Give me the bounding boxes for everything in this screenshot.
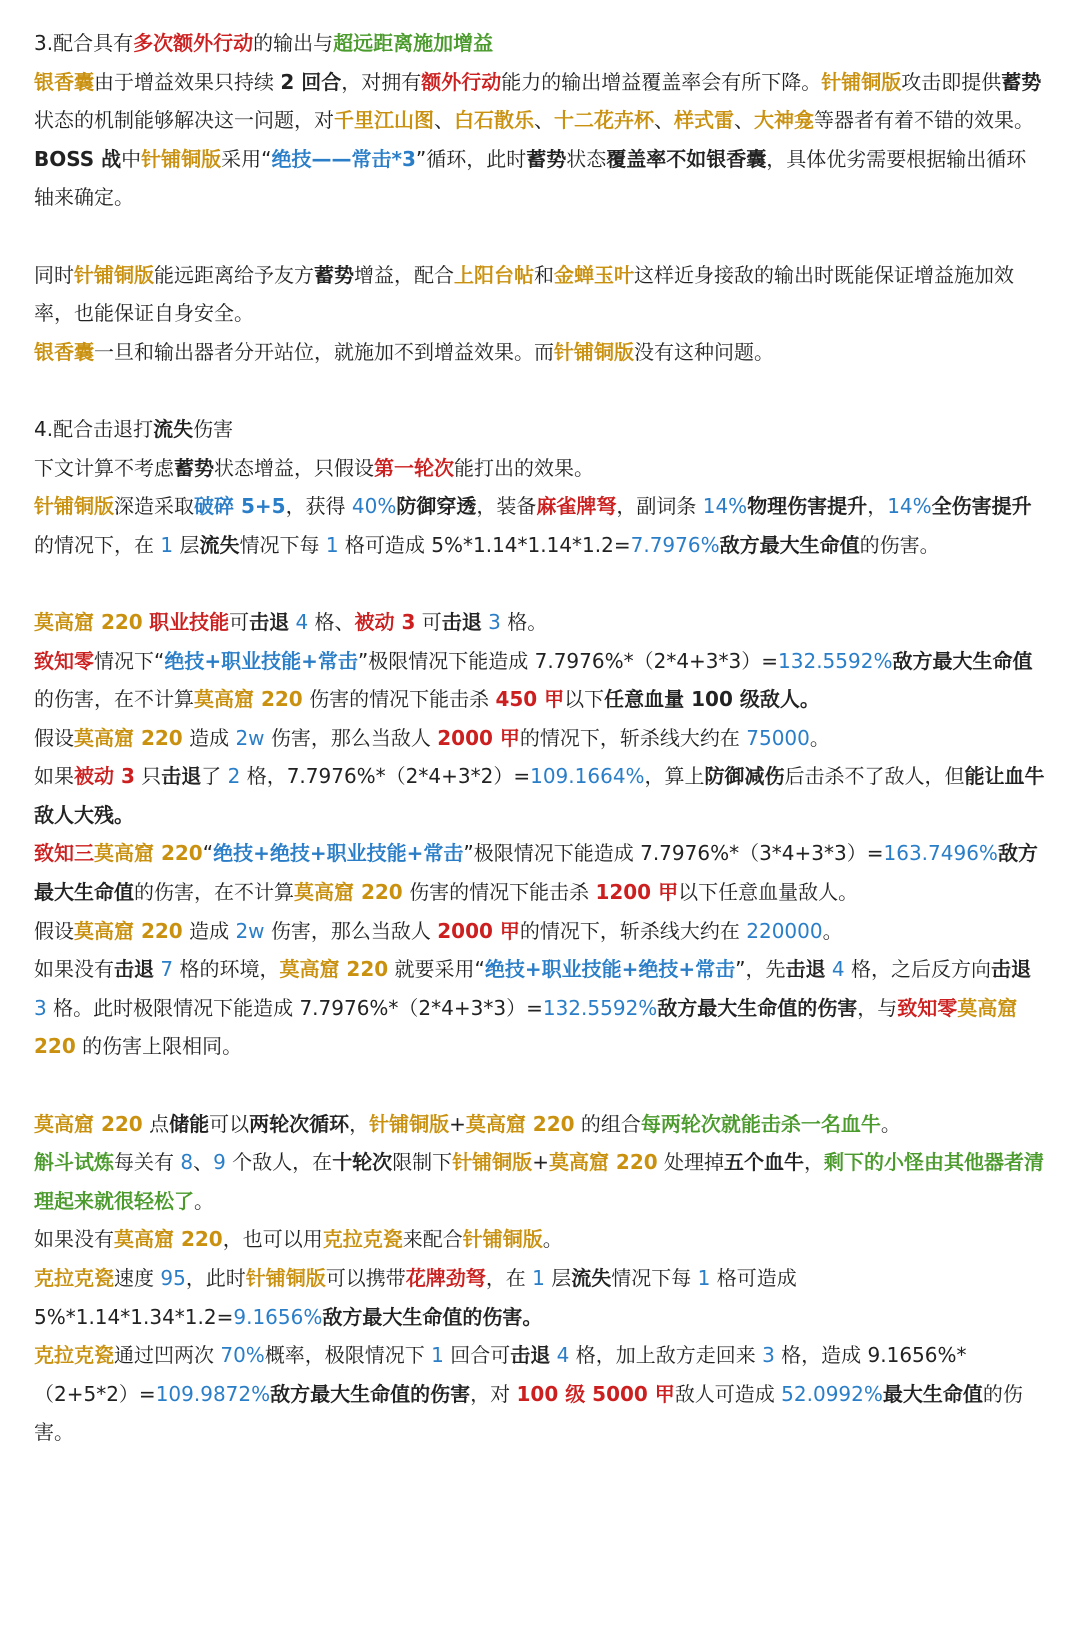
text-run: 银香囊 bbox=[34, 339, 94, 364]
text-run: 十轮次 bbox=[332, 1150, 393, 1175]
text-run: 2000 甲 bbox=[437, 918, 520, 943]
text-run: 伤害，那么当敌人 bbox=[264, 918, 438, 943]
text-run: 1 bbox=[532, 1266, 545, 1290]
text-run: 132.5592% bbox=[542, 995, 658, 1020]
text-run: 两轮次循环 bbox=[249, 1111, 350, 1136]
text-run: 4 bbox=[556, 1343, 570, 1368]
text-run: 格的环境， bbox=[173, 957, 280, 982]
text-run: 格，造成 9.1656%*（2+5*2）= bbox=[34, 1343, 967, 1406]
text-run: 假设 bbox=[34, 918, 74, 943]
text-run: ”循环，此时 bbox=[415, 146, 527, 171]
text-run: 点 bbox=[142, 1111, 170, 1136]
text-run: 这样近身接敌的输出时既能保证增益施加效率，也能保证自身安全。 bbox=[34, 262, 1014, 326]
text-run: 针铺铜版 bbox=[821, 69, 902, 94]
paragraph bbox=[34, 487, 1046, 564]
text-run: 109.9872% bbox=[155, 1381, 271, 1406]
text-run: 52.0992% bbox=[781, 1381, 883, 1406]
text-run: ， bbox=[349, 1111, 370, 1136]
text-run: 就要采用“ bbox=[388, 957, 485, 982]
text-run: 限制下 bbox=[392, 1150, 453, 1175]
text-run: 的输出与 bbox=[253, 31, 334, 55]
paragraph-gap bbox=[34, 564, 1046, 603]
paragraph bbox=[34, 603, 1046, 642]
text-run: 莫高窟 220 bbox=[34, 995, 1018, 1059]
text-run: 莫高窟 220 bbox=[34, 609, 143, 634]
paragraph bbox=[34, 410, 1046, 449]
text-run: 敌方最大生命值的伤害 bbox=[270, 1381, 471, 1406]
text-run: 绝技+职业技能+绝技+常击 bbox=[484, 957, 736, 982]
text-run: 只 bbox=[134, 764, 162, 789]
text-run: 了 bbox=[201, 764, 228, 789]
text-run: 每关有 bbox=[114, 1150, 181, 1175]
text-run: 可 bbox=[415, 609, 442, 634]
text-run: 2000 甲 bbox=[437, 725, 520, 750]
text-run: 防御穿透 bbox=[396, 494, 477, 519]
text-run: 银香囊 bbox=[34, 69, 94, 94]
text-run: 70% bbox=[220, 1343, 265, 1368]
text-run: ，算上 bbox=[644, 764, 705, 789]
text-run: 2 bbox=[227, 764, 241, 789]
text-run: 。 bbox=[822, 918, 843, 943]
text-run: 通过凹两次 bbox=[114, 1343, 221, 1368]
text-run: 针铺铜版 bbox=[141, 146, 222, 171]
text-run: 造成 bbox=[182, 725, 236, 750]
text-run: 状态 bbox=[566, 146, 607, 171]
text-run: 每两轮次就能击杀一名血牛 bbox=[640, 1111, 881, 1136]
text-run: 值 bbox=[962, 1381, 983, 1406]
text-run: 敌方最大生命值 bbox=[892, 648, 1033, 673]
paragraph bbox=[34, 912, 1046, 951]
text-run: 莫高窟 220 bbox=[465, 1111, 575, 1136]
paragraph bbox=[34, 256, 1046, 333]
text-run: 金蝉玉叶 bbox=[554, 262, 634, 287]
text-run: 超远距离施加增益 bbox=[333, 31, 494, 55]
text-run: 的情况下，斩杀线大约在 bbox=[519, 725, 747, 750]
text-run: 。 bbox=[194, 1188, 214, 1213]
text-run: 14% bbox=[887, 494, 932, 519]
text-run: 能力的输出增益覆盖率会有所下降。 bbox=[501, 69, 822, 94]
text-run: 破碎 5+5 bbox=[194, 494, 286, 519]
text-run: 。 bbox=[809, 725, 830, 750]
text-run: 可 bbox=[229, 609, 250, 634]
text-run: 击退 bbox=[510, 1343, 551, 1368]
paragraph bbox=[34, 63, 1046, 140]
text-run: 伤害的情况下能击杀 bbox=[302, 687, 496, 712]
text-run: 增益，配合 bbox=[354, 262, 454, 287]
text-run: 绝技——常击*3 bbox=[271, 146, 416, 171]
text-run: 等器者有着不错的效果。 bbox=[814, 108, 1034, 133]
text-run: + bbox=[532, 1150, 549, 1175]
paragraph-gap bbox=[34, 371, 1046, 410]
text-run: 五个血牛 bbox=[724, 1150, 805, 1175]
text-run: 109.1664% bbox=[530, 764, 645, 789]
text-run: 75000 bbox=[746, 725, 810, 750]
text-run: 造成 bbox=[182, 918, 236, 943]
text-run: 7 bbox=[160, 957, 174, 982]
text-run: 3 bbox=[762, 1343, 775, 1368]
text-run: 1 bbox=[325, 532, 339, 557]
text-run: 的伤害。 bbox=[859, 532, 940, 557]
text-run: 针铺铜版 bbox=[245, 1266, 326, 1290]
text-run: 220000 bbox=[746, 918, 823, 943]
text-run: 莫高窟 220 bbox=[114, 1227, 223, 1252]
text-run: 防御减伤 bbox=[704, 764, 785, 789]
text-run: 被动 3 bbox=[74, 764, 135, 789]
text-run: 速度 bbox=[114, 1266, 161, 1290]
text-run: 8 bbox=[180, 1150, 194, 1175]
text-run: 格可造成 5%*1.14*1.14*1.2= bbox=[338, 532, 631, 557]
text-run: + bbox=[449, 1111, 466, 1136]
text-run: 格。此时极限情况下能造成 7.7976%*（2*4+3*3）= bbox=[46, 995, 543, 1020]
text-run: 由于增益效果只持续 bbox=[94, 69, 281, 94]
text-run: 后击杀不了敌人，但 bbox=[784, 764, 965, 789]
text-run: BOSS 战 bbox=[34, 146, 122, 171]
text-run: 莫高窟 220 bbox=[294, 880, 403, 905]
text-run: 蓄势 bbox=[526, 146, 567, 171]
text-run: 采用“ bbox=[221, 146, 272, 171]
text-run: 一旦和输出器者分开站位，就施加不到增益效果。而 bbox=[94, 339, 554, 364]
text-run: 伤害 bbox=[193, 416, 234, 441]
text-run: 流失 bbox=[199, 532, 240, 557]
text-run: 物理伤害提升 bbox=[747, 494, 868, 519]
text-run: 假设 bbox=[34, 725, 74, 750]
text-run: 克拉克瓷 bbox=[322, 1227, 403, 1252]
text-run: 如果没有 bbox=[34, 957, 114, 982]
text-run: 致知零 bbox=[897, 995, 958, 1020]
text-run: ”极限情况下能造成 7.7976%*（3*4+3*3）= bbox=[463, 841, 884, 866]
text-run: 莫高窟 220 bbox=[94, 841, 203, 866]
text-run: 情况下每 bbox=[239, 532, 326, 557]
text-run: 、 bbox=[434, 108, 454, 133]
text-run: 3 bbox=[34, 995, 47, 1020]
text-run: 4 bbox=[295, 609, 309, 634]
text-run: 多次额外行动 bbox=[133, 31, 254, 55]
text-run: 状态的机制能够解决这一问题，对 bbox=[34, 108, 334, 133]
text-run: 层 bbox=[544, 1266, 572, 1290]
paragraph bbox=[34, 24, 1046, 63]
text-run: 麻雀牌弩 bbox=[536, 494, 617, 519]
paragraph bbox=[34, 719, 1046, 758]
text-run: ，在 bbox=[485, 1266, 533, 1290]
text-run: ， bbox=[804, 1150, 825, 1175]
text-run: 132.5592% bbox=[778, 648, 893, 673]
text-run: 任意血量 100 级敌人。 bbox=[604, 687, 820, 712]
text-run: 职业技能 bbox=[149, 609, 230, 634]
text-run: 1200 甲 bbox=[595, 880, 679, 905]
text-run: 上阳台帖 bbox=[454, 262, 534, 287]
text-run: 格，加上敌方走回来 bbox=[569, 1343, 763, 1368]
text-run: 针铺铜版 bbox=[554, 339, 634, 364]
text-run: 2w bbox=[235, 725, 265, 750]
text-run: 3 bbox=[488, 609, 501, 634]
text-run: 针铺铜版 bbox=[369, 1111, 450, 1136]
text-run: 致知零 bbox=[34, 648, 94, 673]
text-run: 敌方最大生命值的伤害 bbox=[657, 995, 858, 1020]
text-run: 绝技+职业技能+常击 bbox=[164, 648, 358, 673]
text-run: 白石散乐 bbox=[454, 108, 534, 133]
text-run: 处理掉 bbox=[657, 1150, 725, 1175]
text-run: 层 bbox=[173, 532, 200, 557]
text-run: 163.7496% bbox=[883, 841, 998, 866]
text-run: 敌人可造成 bbox=[674, 1381, 782, 1406]
text-run: 莫高窟 220 bbox=[194, 687, 303, 712]
text-run: 流失 bbox=[153, 416, 194, 441]
text-run: 9 bbox=[213, 1150, 226, 1175]
text-run: 能打出的效果。 bbox=[454, 455, 594, 480]
paragraph bbox=[34, 1105, 1046, 1144]
text-run: 莫高窟 220 bbox=[34, 1111, 143, 1136]
text-run: 储能 bbox=[169, 1111, 210, 1136]
text-run: 4 bbox=[831, 957, 845, 982]
text-run: 状态增益，只假设 bbox=[214, 455, 374, 480]
text-run: 剩下的小怪由其他器者清理起来就很轻松了 bbox=[34, 1150, 1045, 1213]
text-run: 以下 bbox=[564, 687, 605, 712]
text-run: 格可造成 5%*1.14*1.34*1.2= bbox=[34, 1266, 797, 1329]
text-run: 1 bbox=[431, 1343, 444, 1368]
text-run: 莫高窟 220 bbox=[548, 1150, 658, 1175]
text-run: ，对拥有 bbox=[341, 69, 422, 94]
text-run: 的伤害，在不计算 bbox=[134, 880, 294, 905]
paragraph bbox=[34, 1259, 1046, 1336]
text-run: 敌方最大生命值的伤害。 bbox=[322, 1304, 543, 1329]
text-run: 450 甲 bbox=[495, 687, 565, 712]
text-run: 致知三 bbox=[34, 841, 94, 866]
text-run: 2w bbox=[235, 918, 265, 943]
text-run: “ bbox=[202, 841, 214, 866]
text-run: 击退 bbox=[249, 609, 290, 634]
text-run: 能远距离给予友方 bbox=[154, 262, 314, 287]
text-run: 1 bbox=[697, 1266, 711, 1290]
text-run: 没有这种问题。 bbox=[634, 339, 774, 364]
paragraph bbox=[34, 333, 1046, 372]
text-run: 40% bbox=[351, 494, 397, 519]
text-run: 格，7.7976%*（2*4+3*2）= bbox=[240, 764, 531, 789]
text-run: 击退 bbox=[785, 957, 826, 982]
text-run: 情况下每 bbox=[611, 1266, 698, 1290]
text-run: 的伤害，在不计算 bbox=[34, 687, 194, 712]
text-run: 莫高窟 220 bbox=[74, 725, 183, 750]
text-run: 、 bbox=[654, 108, 674, 133]
text-run: 伤害的情况下能击杀 bbox=[402, 880, 596, 905]
text-run: 能让血牛敌人大残。 bbox=[34, 764, 1045, 827]
text-run: 、 bbox=[534, 108, 554, 133]
text-run: 的伤害。 bbox=[34, 1381, 1023, 1445]
text-run: 额外行动 bbox=[421, 69, 502, 94]
text-run: 3.配合具有 bbox=[34, 31, 134, 55]
text-run: 下文计算不考虑 bbox=[34, 455, 174, 480]
text-run: 个敌人，在 bbox=[225, 1150, 333, 1175]
text-run: ，此时 bbox=[185, 1266, 246, 1290]
text-run: 被动 3 bbox=[354, 609, 416, 634]
text-run: 100 级 5000 甲 bbox=[516, 1381, 675, 1406]
text-run: 针铺铜版 bbox=[462, 1227, 543, 1252]
text-run: 敌方最大生命值 bbox=[34, 841, 1038, 905]
text-run: 14% bbox=[702, 494, 748, 519]
text-run: 覆盖率不如银香囊 bbox=[606, 146, 767, 171]
paragraph bbox=[34, 950, 1046, 1066]
text-run: 击退 bbox=[114, 957, 154, 982]
text-run: 蓄势 bbox=[314, 262, 354, 287]
text-run: ，具体优劣需要根据输出循环轴来确定。 bbox=[34, 146, 1027, 210]
text-run: ，与 bbox=[857, 995, 898, 1020]
text-run: 同时 bbox=[34, 262, 74, 287]
text-run: 伤害，那么当敌人 bbox=[264, 725, 438, 750]
text-run: 2 回合 bbox=[280, 69, 342, 94]
text-run: 1 bbox=[160, 532, 174, 557]
text-run: 千里江山图 bbox=[334, 108, 434, 133]
text-run: 可以 bbox=[209, 1111, 250, 1136]
text-run: 如果没有 bbox=[34, 1227, 114, 1252]
text-run: 如果 bbox=[34, 764, 74, 789]
paragraph bbox=[34, 642, 1046, 719]
text-run: 敌方最大生命值 bbox=[719, 532, 860, 557]
text-run: 、 bbox=[193, 1150, 214, 1175]
paragraph bbox=[34, 834, 1046, 911]
text-run: 绝技+绝技+职业技能+常击 bbox=[213, 841, 464, 866]
paragraph bbox=[34, 1143, 1046, 1220]
paragraph bbox=[34, 140, 1046, 217]
text-run: 莫高窟 220 bbox=[74, 918, 183, 943]
text-run: 十二花卉杯 bbox=[554, 108, 654, 133]
text-run: 的组合 bbox=[574, 1111, 641, 1136]
text-run: 花牌劲弩 bbox=[405, 1266, 486, 1290]
text-run: 流失 bbox=[571, 1266, 612, 1290]
text-run: 的情况下，斩杀线大约在 bbox=[519, 918, 747, 943]
text-run: 的情况下，在 bbox=[34, 532, 161, 557]
paragraph bbox=[34, 1220, 1046, 1259]
text-run: 9.1656% bbox=[233, 1304, 323, 1329]
paragraph-gap bbox=[34, 1066, 1046, 1105]
text-run: 针铺铜版 bbox=[74, 262, 154, 287]
text-run: 。 bbox=[880, 1111, 901, 1136]
text-run: 来配合 bbox=[402, 1227, 463, 1252]
text-run: 针铺铜版 bbox=[34, 494, 114, 519]
text-run: ， bbox=[867, 494, 888, 519]
text-run: ”极限情况下能造成 7.7976%*（2*4+3*3）= bbox=[357, 648, 779, 673]
text-run: 深造采取 bbox=[114, 494, 194, 519]
text-run: 样式雷 bbox=[674, 108, 734, 133]
text-run: 4.配合击退打 bbox=[34, 416, 154, 441]
text-run: ，对 bbox=[470, 1381, 517, 1406]
paragraph-gap bbox=[34, 217, 1046, 256]
text-run: 7.7976% bbox=[630, 532, 720, 557]
text-run: 最大生命 bbox=[882, 1381, 963, 1406]
text-run: 、 bbox=[734, 108, 754, 133]
text-run: 和 bbox=[534, 262, 554, 287]
text-run: 克拉克瓷 bbox=[34, 1343, 114, 1368]
text-run: 大神龛 bbox=[754, 108, 814, 133]
text-run: 击退 bbox=[161, 764, 202, 789]
text-run: 情况下“ bbox=[94, 648, 165, 673]
text-run: 概率，极限情况下 bbox=[264, 1343, 432, 1368]
paragraph bbox=[34, 757, 1046, 834]
text-run: 蓄势 bbox=[174, 455, 214, 480]
text-run: 蓄势 bbox=[1001, 69, 1042, 94]
text-run: 全伤害提升 bbox=[931, 494, 1032, 519]
text-run: 格、 bbox=[308, 609, 355, 634]
text-run: 击退 bbox=[991, 957, 1031, 982]
text-run: 击退 bbox=[441, 609, 482, 634]
text-run: ，也可以用 bbox=[222, 1227, 323, 1252]
text-run: 回合可 bbox=[443, 1343, 511, 1368]
text-run: ，装备 bbox=[476, 494, 537, 519]
text-run: 针铺铜版 bbox=[452, 1150, 533, 1175]
text-run: 以下任意血量敌人。 bbox=[678, 880, 859, 905]
text-run: ，副词条 bbox=[616, 494, 703, 519]
text-run: 格。 bbox=[500, 609, 548, 634]
text-run: 。 bbox=[542, 1227, 563, 1252]
text-run: 可以携带 bbox=[325, 1266, 406, 1290]
text-run: 攻击即提供 bbox=[901, 69, 1002, 94]
paragraph bbox=[34, 449, 1046, 488]
text-run: ”，先 bbox=[735, 957, 786, 982]
text-run: 的伤害上限相同。 bbox=[75, 1034, 243, 1059]
text-run: 斛斗试炼 bbox=[34, 1150, 114, 1175]
text-run: 格，之后反方向 bbox=[844, 957, 991, 982]
text-run: 95 bbox=[160, 1266, 186, 1290]
text-run: ，获得 bbox=[285, 494, 352, 519]
text-run: 中 bbox=[121, 146, 142, 171]
paragraph bbox=[34, 1336, 1046, 1452]
text-run: 第一轮次 bbox=[374, 455, 454, 480]
text-run: 莫高窟 220 bbox=[279, 957, 389, 982]
text-run: 克拉克瓷 bbox=[34, 1266, 114, 1290]
